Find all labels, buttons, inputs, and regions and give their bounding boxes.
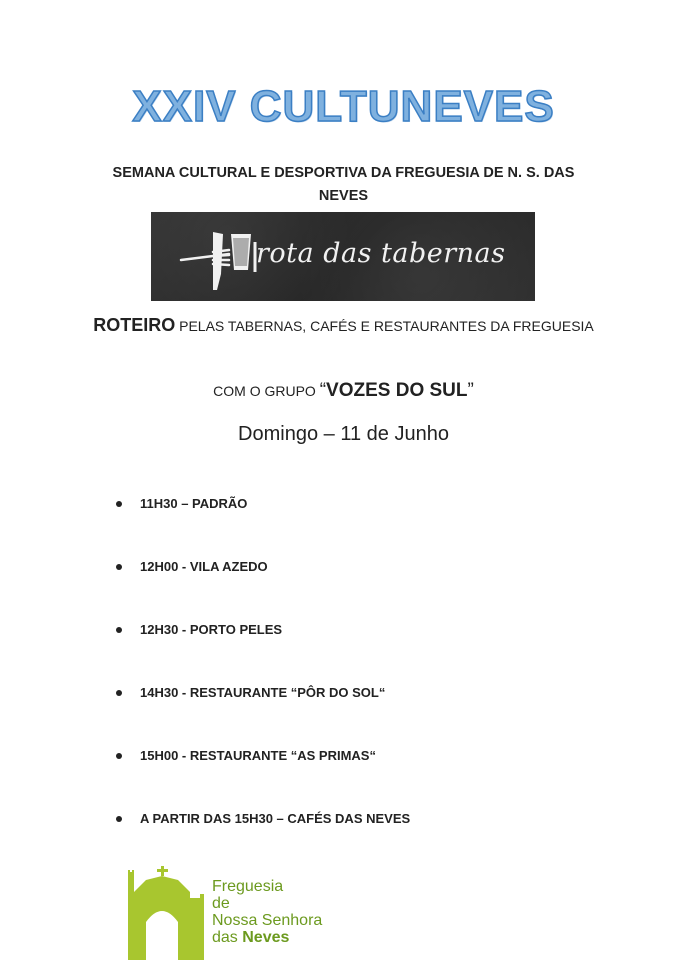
bullet-icon bbox=[116, 627, 122, 633]
schedule-item-text: 15H00 - RESTAURANTE “AS PRIMAS“ bbox=[140, 748, 376, 763]
logo-line-3: Nossa Senhora bbox=[212, 912, 323, 929]
logo-text bbox=[212, 878, 322, 946]
bullet-icon bbox=[116, 564, 122, 570]
bullet-icon bbox=[116, 753, 122, 759]
route-rest: PELAS TABERNAS, CAFÉS E RESTAURANTES DA FREGUESIA bbox=[175, 318, 594, 334]
logo-line-4-bold: Neves bbox=[242, 929, 290, 946]
logo-line-4-prefix: das bbox=[212, 929, 243, 946]
event-date: Domingo – 11 de Junho bbox=[238, 423, 449, 445]
list-item bbox=[116, 622, 596, 685]
schedule-item-text: A PARTIR DAS 15H30 – CAFÉS DAS NEVES bbox=[140, 811, 411, 826]
group-prefix: COM O GRUPO bbox=[213, 383, 320, 399]
bullet-icon bbox=[116, 816, 122, 822]
group-line bbox=[0, 380, 687, 402]
route-description bbox=[90, 313, 597, 338]
schedule-list bbox=[116, 496, 596, 874]
list-item bbox=[116, 496, 596, 559]
group-open-quote: “ bbox=[319, 380, 327, 401]
list-item bbox=[116, 685, 596, 748]
bullet-icon bbox=[116, 501, 122, 507]
schedule-item-text: 12H00 - VILA AZEDO bbox=[140, 559, 268, 574]
logo-line-4 bbox=[212, 929, 322, 946]
logo-line-1: Freguesia bbox=[212, 878, 284, 895]
banner-text: rota das tabernas bbox=[256, 238, 506, 269]
group-close-quote: ” bbox=[467, 380, 474, 401]
list-item bbox=[116, 811, 596, 874]
list-item bbox=[116, 748, 596, 811]
bullet-icon bbox=[116, 690, 122, 696]
event-subtitle: SEMANA CULTURAL E DESPORTIVA DA FREGUESIA DE N. S. DAS NEVES bbox=[112, 165, 575, 204]
route-lead: ROTEIRO bbox=[93, 315, 176, 335]
event-title: XXIV CULTUNEVES bbox=[132, 82, 555, 131]
logo-line-2: de bbox=[212, 895, 230, 912]
group-name: VOZES DO SUL bbox=[326, 380, 468, 401]
list-item bbox=[116, 559, 596, 622]
church-logo-icon bbox=[128, 866, 208, 960]
rota-das-tabernas-banner bbox=[151, 212, 535, 301]
schedule-item-text: 12H30 - PORTO PELES bbox=[140, 622, 283, 637]
schedule-item-text: 14H30 - RESTAURANTE “PÔR DO SOL“ bbox=[140, 685, 386, 700]
schedule-item-text: 11H30 – PADRÃO bbox=[140, 496, 248, 511]
